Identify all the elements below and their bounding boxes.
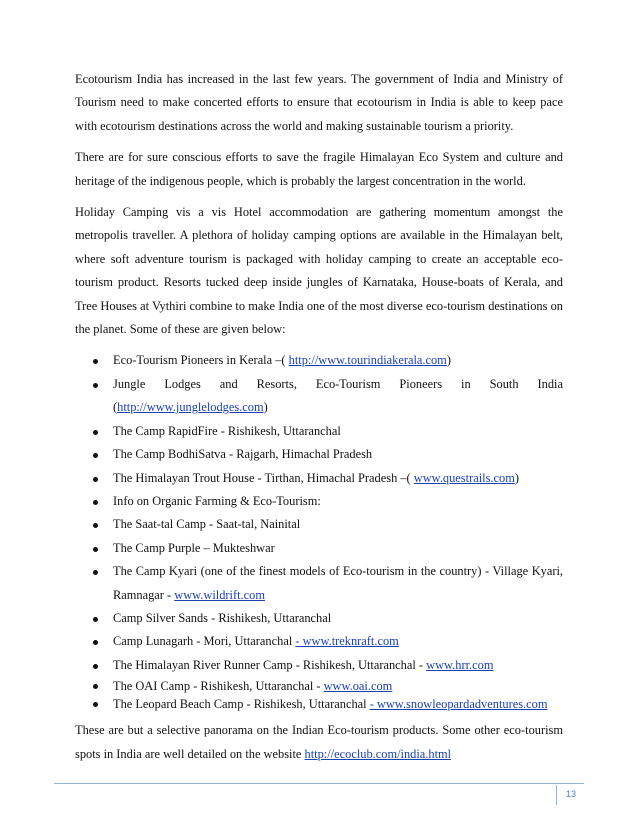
ecoclub-link[interactable]: http://ecoclub.com/india.html <box>304 746 452 761</box>
list-item: The Saat-tal Camp - Saat-tal, Nainital <box>113 513 563 536</box>
paragraph-holiday-camping: Holiday Camping vis a vis Hotel accommodation are gathering momentum amongst the metropolis traveller. A plethora of holiday camping options are available in the Himalayan belt, where soft adventure tourism is packaged with holiday camping to create an acceptable eco-tourism product. Resorts tucked deep inside jungles of Karnataka, House-boats of Kerala, and Tree Houses at Vythiri combine to make India one of the most diverse eco-tourism destinations on the planet. Some of these are given below: <box>75 205 563 337</box>
list-item: The Camp BodhiSatva - Rajgarh, Himachal Pradesh <box>113 443 563 466</box>
list-item: The Leopard Beach Camp - Rishikesh, Uttaranchal - www.snowleopardadventures.com <box>113 695 563 713</box>
page-number: 13 <box>556 785 585 805</box>
list-item: The Camp RapidFire - Rishikesh, Uttaranchal <box>113 420 563 443</box>
questrails-link[interactable]: www.questrails.com <box>413 470 515 485</box>
list-item: The Himalayan Trout House - Tirthan, Himachal Pradesh –( www.questrails.com) <box>113 467 563 490</box>
list-item: The OAI Camp - Rishikesh, Uttaranchal - www.oai.com <box>113 677 563 695</box>
junglelodges-link[interactable]: http://www.junglelodges.com <box>117 400 264 415</box>
wildrift-link[interactable]: www.wildrift.com <box>174 587 265 602</box>
hrr-link[interactable]: www.hrr.com <box>426 657 494 672</box>
list-item: Camp Lunagarh - Mori, Uttaranchal - www.treknraft.com <box>113 630 563 653</box>
snowleopard-link[interactable]: - www.snowleopardadventures.com <box>369 697 548 712</box>
list-item: Jungle Lodges and Resorts, Eco-Tourism Pioneers in South India (http://www.junglelodges.com) <box>113 373 563 420</box>
paragraph-ecotourism-intro: Ecotourism India has increased in the last few years. The government of India and Ministry of Tourism need to make concerted efforts to ensure that ecotourism in India is able to keep pace with ecotourism destinations across the world and making sustainable tourism a priority. <box>75 72 563 133</box>
list-item: The Himalayan River Runner Camp - Rishikesh, Uttaranchal - www.hrr.com <box>113 654 563 677</box>
list-item: The Camp Kyari (one of the finest models of Eco-tourism in the country) - Village Kyari, Ramnagar - www.wildrift.com <box>113 560 563 607</box>
list-item: The Camp Purple – Mukteshwar <box>113 537 563 560</box>
paragraph-closing: These are but a selective panorama on the Indian Eco-tourism products. Some other eco-tourism spots in India are well detailed on the website http://ecoclub.com/india.html <box>75 723 563 761</box>
eco-tourism-list <box>75 349 563 713</box>
list-item: Info on Organic Farming & Eco-Tourism: <box>113 490 563 513</box>
list-item: Camp Silver Sands - Rishikesh, Uttaranchal <box>113 607 563 630</box>
tourindiakerala-link[interactable]: http://www.tourindiakerala.com <box>288 353 447 368</box>
list-item: Eco-Tourism Pioneers in Kerala –( http://www.tourindiakerala.com) <box>113 349 563 372</box>
oai-link[interactable]: www.oai.com <box>323 679 393 694</box>
footer-rule <box>54 783 584 784</box>
treknraft-link[interactable]: - www.treknraft.com <box>295 634 399 649</box>
jungle-lodges-line: Jungle Lodges and Resorts, Eco-Tourism Pioneers in South India <box>113 376 563 391</box>
page-body <box>75 68 563 774</box>
paragraph-himalayan-efforts: There are for sure conscious efforts to save the fragile Himalayan Eco System and culture and heritage of the indigenous people, which is probably the largest concentration in the world. <box>75 150 563 188</box>
